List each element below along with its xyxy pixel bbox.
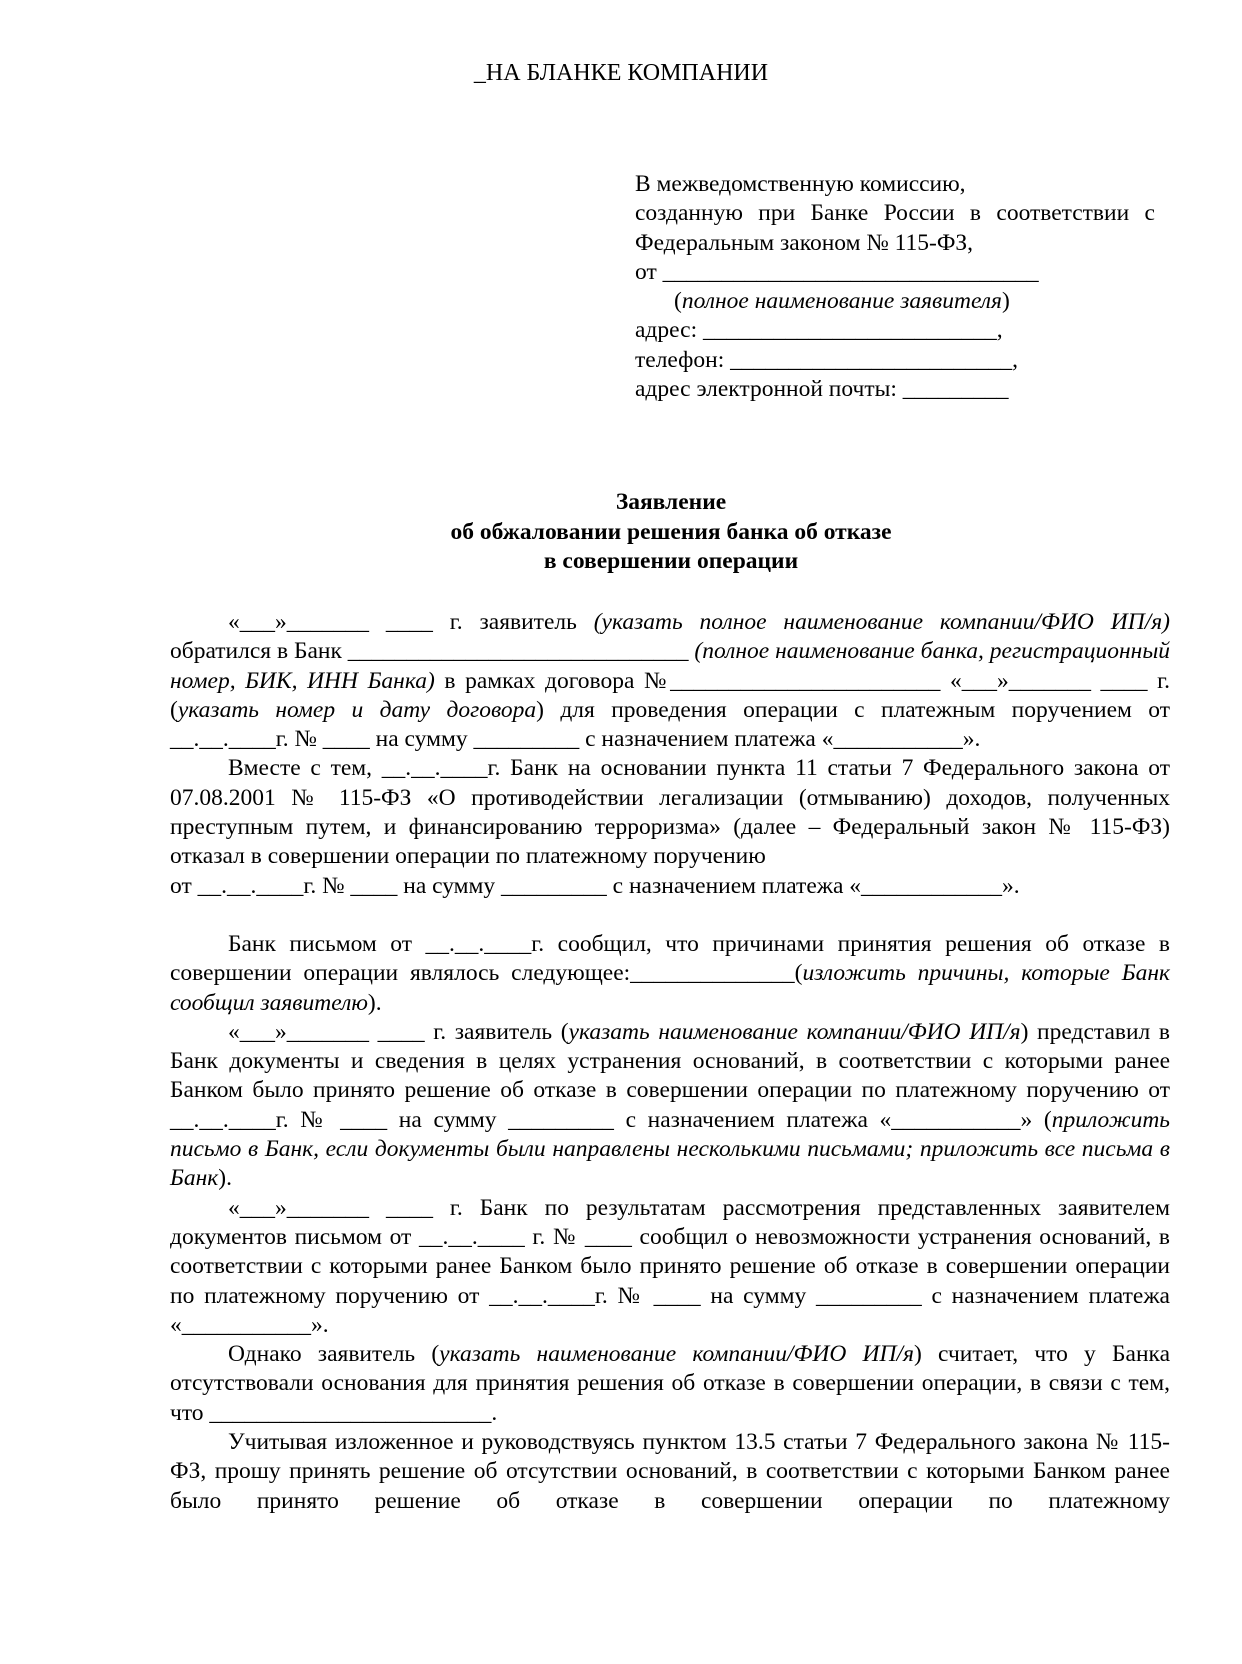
paragraph-applicant-position: Однако заявитель (указать наименование компании/ФИО ИП/я) считает, что у Банка отсутствовали основания для принятия решения об отказе в совершении операции, в связи с тем, что ________________________. xyxy=(170,1341,1171,1426)
paragraph-documents-submitted: «___»_______ ____ г. заявитель (указать наименование компании/ФИО ИП/я) представил в Банк документы и сведения в целях устранения оснований, в соответствии с которыми ранее Банком было принято решение об отказе в совершении операции по платежному поручению от __.__.____г. № ____ на сумму _________ с назначением платежа «___________» (приложить письмо в Банк, если документы были направлены несколькими письмами; приложить все письма в Банк). xyxy=(170,1018,1171,1192)
italic-note: указать номер и дату договора xyxy=(177,696,537,723)
addressee-email-line: адрес электронной почты: _________ xyxy=(635,376,1009,403)
addressee-line: В межведомственную комиссию, xyxy=(635,171,966,197)
addressee-hint: (полное наименование заявителя) xyxy=(674,288,1010,315)
letterhead-note: _НА БЛАНКЕ КОМПАНИИ xyxy=(473,60,769,86)
paragraph-request: «___»_______ ____ г. заявитель (указать полное наименование компании/ФИО ИП/я) обратился в Банк _____________________________ (полное наименование банка, регистрационный номер, БИК, ИНН Банка) в рамках договора №_______________________ «___»_______ ____ г. (указать номер и дату договора) для проведения операции с платежным поручением от __.__.____г. № ____ на сумму _________ с назначением платежа «___________». xyxy=(170,609,1170,753)
addressee-address-line: адрес: _________________________, xyxy=(635,317,1003,344)
italic-note: (указать полное наименование компании/ФИО ИП/я) xyxy=(593,609,1170,635)
document-title xyxy=(0,488,1242,577)
paragraph-bank-letter: Банк письмом от __.__.____г. сообщил, что причинами принятия решения об отказе в совершении операции являлось следующее:______________(изложить причины, которые Банк сообщил заявителю). xyxy=(170,930,1170,1016)
title-line: об обжаловании решения банка об отказе xyxy=(450,518,892,545)
title-line: Заявление xyxy=(615,489,727,515)
italic-note: изложить причины, которые Банк сообщил заявителю xyxy=(170,960,1170,1016)
addressee-hint-text: полное наименование заявителя xyxy=(681,288,1002,315)
addressee-from-line: от ________________________________ xyxy=(635,258,1039,285)
document-body xyxy=(170,608,1170,1516)
paragraph-refusal: Вместе с тем, __.__.____г. Банк на основании пункта 11 статьи 7 Федерального закона от 07.08.2001 № 115-ФЗ «О противодействии легализации (отмыванию) доходов, полученных преступным путем, и финансированию терроризма» (далее – Федеральный закон № 115-ФЗ) отказал в совершении операции по платежному поручению xyxy=(170,755,1170,870)
paragraph-refusal-details: от __.__.____г. № ____ на сумму _________ с назначением платежа «____________». xyxy=(170,872,1020,899)
italic-note: приложить письмо в Банк, если документы были направлены несколькими письмами; приложить все письма в Банк xyxy=(170,1106,1170,1192)
italic-note: указать наименование компании/ФИО ИП/я xyxy=(439,1341,914,1368)
paragraph-request-decision: Учитывая изложенное и руководствуясь пунктом 13.5 статьи 7 Федерального закона № 115-ФЗ, прошу принять решение об отсутствии оснований, в соответствии с которыми Банком ранее было принято решение об отказе в совершении операции по платежному xyxy=(170,1429,1170,1514)
italic-note: указать наименование компании/ФИО ИП/я xyxy=(568,1018,1021,1045)
addressee-line: созданную при Банке России в соответствии с xyxy=(635,200,1155,227)
addressee-line: Федеральным законом № 115-ФЗ, xyxy=(635,229,974,256)
italic-note: (полное наименование банка, регистрационный номер, БИК, ИНН Банка) xyxy=(170,638,1170,694)
addressee-phone-line: телефон: ________________________, xyxy=(635,346,1018,373)
title-line: в совершении операции xyxy=(543,548,799,574)
paragraph-bank-response: «___»_______ ____ г. Банк по результатам рассмотрения представленных заявителем документов письмом от __.__.____ г. № ____ сообщил о невозможности устранения оснований, в соответствии с которыми ранее Банком было принято решение об отказе в совершении операции по платежному поручению от __.__.____г. № ____ на сумму _________ с назначением платежа «___________». xyxy=(170,1194,1170,1338)
addressee-block xyxy=(635,170,1155,404)
